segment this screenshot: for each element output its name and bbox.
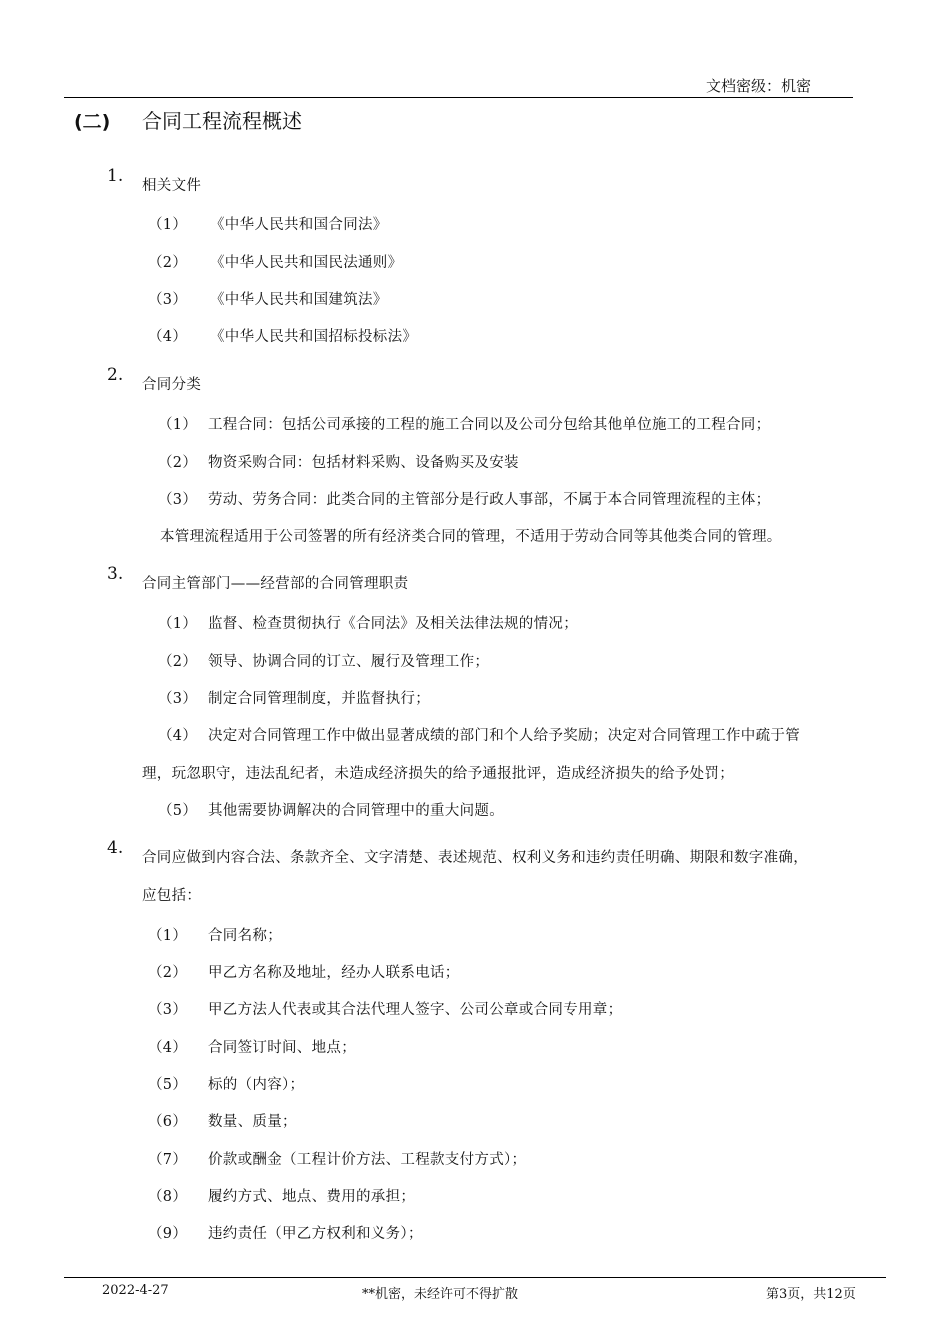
list-item-number: （1）	[158, 616, 198, 632]
subsection-1-number: 1.	[107, 166, 124, 186]
list-item-text: 领导、协调合同的订立、履行及管理工作；	[208, 654, 490, 670]
list-item-text: 物资采购合同：包括材料采购、设备购买及安装	[208, 455, 519, 471]
list-item-text: 制定合同管理制度，并监督执行；	[208, 691, 430, 707]
list-item-text: 数量、质量；	[208, 1114, 297, 1130]
list-item-number: （3）	[148, 1002, 188, 1018]
subsection-1-title: 相关文件	[142, 178, 202, 194]
list-item-number: （4）	[148, 329, 188, 345]
subsection-4-title: 合同应做到内容合法、条款齐全、文字清楚、表述规范、权利义务和违约责任明确、期限和数字准确，	[142, 850, 808, 866]
list-item-number: （1）	[148, 217, 188, 233]
list-item-number: （1）	[148, 928, 188, 944]
list-item-text: 《中华人民共和国民法通则》	[210, 255, 403, 271]
list-item-text: 合同名称；	[208, 928, 282, 944]
list-item-number: （2）	[158, 654, 198, 670]
list-item-number: （2）	[148, 965, 188, 981]
list-item-text: 价款或酬金（工程计价方法、工程款支付方式）；	[208, 1152, 527, 1168]
footer-page-number: 第3页，共12页	[766, 1287, 856, 1302]
list-item-number: （2）	[158, 455, 198, 471]
list-item-number: （7）	[148, 1152, 188, 1168]
list-item-text: 劳动、劳务合同：此类合同的主管部分是行政人事部，不属于本合同管理流程的主体；	[208, 492, 771, 508]
list-item-text: 《中华人民共和国建筑法》	[210, 292, 388, 308]
list-item-text: 工程合同：包括公司承接的工程的施工合同以及公司分包给其他单位施工的工程合同；	[208, 417, 771, 433]
paragraph-note: 本管理流程适用于公司签署的所有经济类合同的管理，不适用于劳动合同等其他类合同的管理。	[160, 529, 782, 545]
footer-date: 2022-4-27	[102, 1283, 169, 1298]
list-item-text: 决定对合同管理工作中做出显著成绩的部门和个人给予奖励；决定对合同管理工作中疏于管	[208, 728, 800, 744]
list-item-text: 监督、检查贯彻执行《合同法》及相关法律法规的情况；	[208, 616, 578, 632]
section-title: 合同工程流程概述	[142, 109, 302, 133]
subsection-4-number: 4.	[107, 838, 124, 858]
list-item-text: 合同签订时间、地点；	[208, 1040, 356, 1056]
document-classification: 文档密级：机密	[706, 77, 812, 95]
list-item-text: 违约责任（甲乙方权利和义务）；	[208, 1226, 423, 1242]
list-item-text: 标的（内容）；	[208, 1077, 305, 1093]
footer-rule	[64, 1277, 886, 1278]
list-item-number: （5）	[158, 803, 198, 819]
subsection-3-title: 合同主管部门——经营部的合同管理职责	[142, 576, 409, 592]
list-item-number: （3）	[148, 292, 188, 308]
list-item-number: （3）	[158, 691, 198, 707]
list-item-number: （4）	[148, 1040, 188, 1056]
list-item-text: 其他需要协调解决的合同管理中的重大问题。	[208, 803, 504, 819]
list-item-number: （9）	[148, 1226, 188, 1242]
list-item-number: （3）	[158, 492, 198, 508]
list-item-number: （8）	[148, 1189, 188, 1205]
list-item-text-continued: 理，玩忽职守，违法乱纪者，未造成经济损失的给予通报批评，造成经济损失的给予处罚；	[142, 766, 734, 782]
subsection-2-number: 2.	[107, 365, 124, 385]
list-item-text: 《中华人民共和国招标投标法》	[210, 329, 418, 345]
list-item-text: 甲乙方法人代表或其合法代理人签字、公司公章或合同专用章；	[208, 1002, 623, 1018]
subsection-2-title: 合同分类	[142, 377, 202, 393]
list-item-number: （1）	[158, 417, 198, 433]
subsection-3-number: 3.	[107, 564, 124, 584]
list-item-number: （4）	[158, 728, 198, 744]
list-item-number: （6）	[148, 1114, 188, 1130]
subsection-4-title-continued: 应包括：	[142, 888, 202, 904]
list-item-text: 《中华人民共和国合同法》	[210, 217, 388, 233]
section-number: (二)	[74, 111, 111, 133]
footer-confidential-notice: **机密，未经许可不得扩散	[362, 1287, 519, 1302]
list-item-text: 履约方式、地点、费用的承担；	[208, 1189, 416, 1205]
list-item-text: 甲乙方名称及地址，经办人联系电话；	[208, 965, 460, 981]
header-rule	[64, 97, 853, 98]
list-item-number: （2）	[148, 255, 188, 271]
list-item-number: （5）	[148, 1077, 188, 1093]
